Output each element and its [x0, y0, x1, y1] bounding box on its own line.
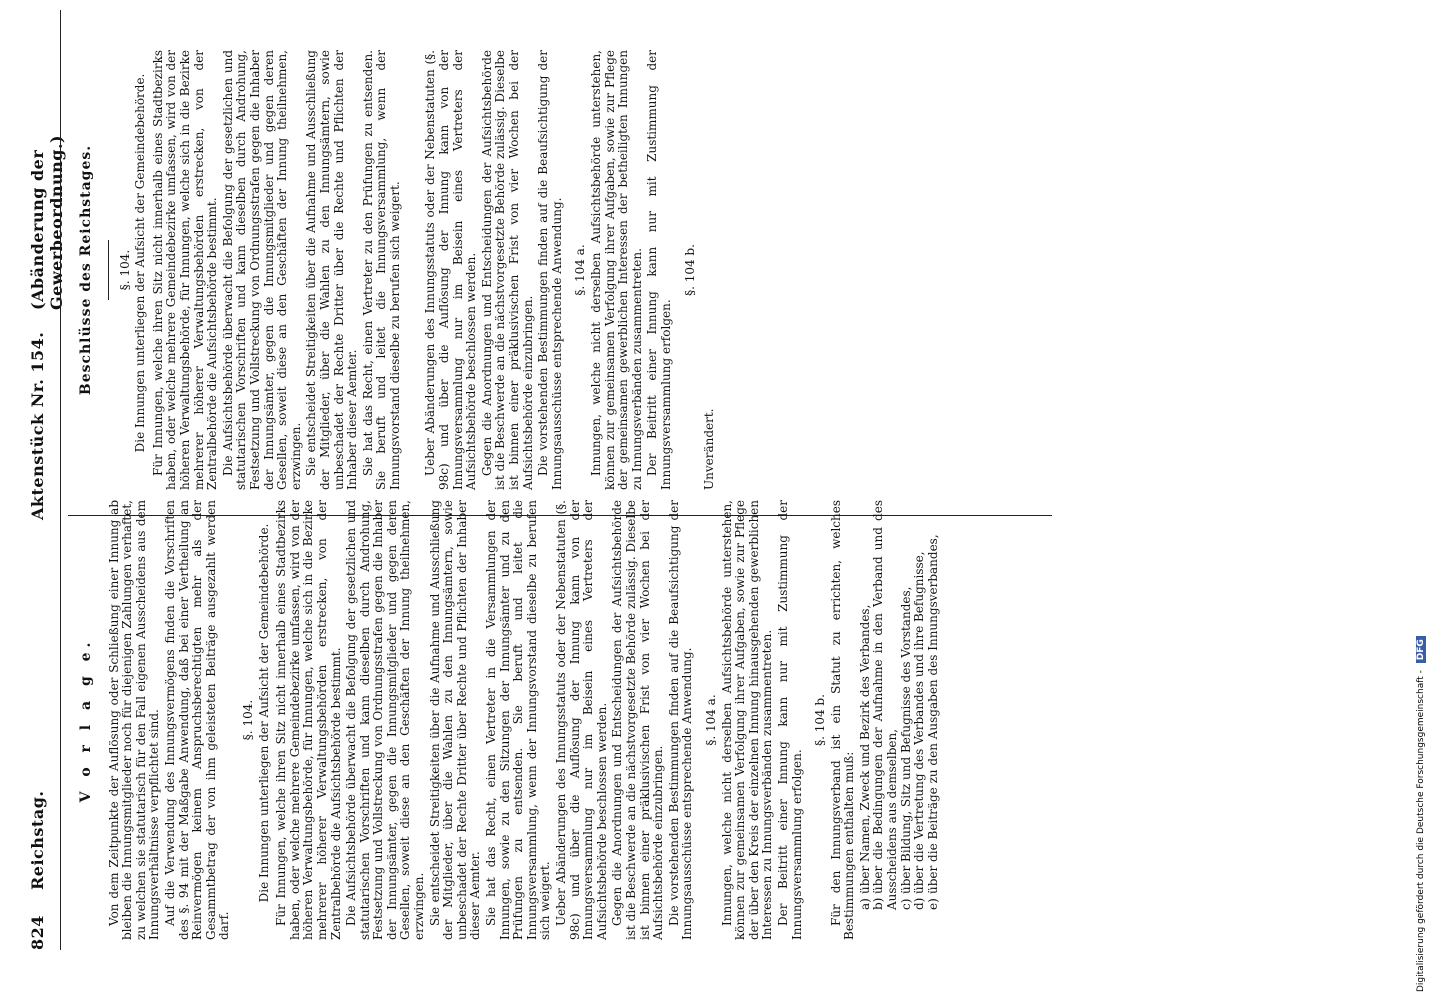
right-heading: Beschlüsse des Reichstages.: [78, 144, 94, 396]
header-rule: [60, 10, 61, 950]
right-sec104a-title: §. 104 a.: [573, 244, 588, 296]
page-number: 824: [28, 915, 47, 950]
right-sec104-paragraph: Für Innungen, welche ihren Sitz nicht innerhalb eines Stadtbezirks haben, oder welche mehrere Gemeindebezirke umfassen, wird von der höheren Verwaltungsbehörde, für Innungen, welche sich in die Bezirke mehrerer höherer Verwaltungsbehörden erstrecken, von der Zentralbehörde die Aufsichtsbehörde bestimmt.: [150, 50, 220, 490]
left-sec104a-title: §. 104 a.: [703, 694, 718, 746]
list-item-label: d): [912, 897, 927, 910]
list-item-text: über Bildung, Sitz und Befugnisse des Vorstandes,: [898, 586, 913, 894]
right-column-beschluesse: [68, 50, 1372, 490]
right-sec104-title: §. 104.: [117, 249, 132, 291]
running-head: [28, 30, 66, 950]
left-heading: V o r l a g e.: [78, 637, 94, 803]
header-right-title: (Abänderung der Gewerbeordnung.): [28, 134, 66, 310]
left-sec104-paragraph: Die vorstehenden Bestimmungen finden auf die Beaufsichtigung der Innungsausschüsse entsprechende Anwendung.: [666, 500, 695, 940]
right-sec104-paragraph: Die Aufsichtsbehörde überwacht die Befolgung der gesetzlichen und statutarischen Vorschriften und kann dieselben durch Androhung, Festsetzung und Vollstreckung von Ordnungsstrafen gegen die Inhaber der Innungsämter, gegen die Innungsmitglieder und gegen deren Gesellen, soweit diese an den Geschäften der Innung theilnehmen, erzwingen.: [220, 50, 303, 490]
left-sec104a-paragraph: Innungen, welche nicht derselben Aufsichtsbehörde unterstehen, können zur gemeinsamen Verfolgung ihrer Aufgaben, sowie zur Pflege der über den Kreis der einzelnen Innung hinausgehenden gewerblichen Interessen zu Innungsverbänden zusammentreten.: [719, 500, 775, 940]
left-intro-paragraph: Auf die Verwendung des Innungsvermögens finden die Vorschriften des §. 94 mit der Maßgabe Anwendung, daß bei einer Vertheilung an Reinvermögen keinem Anspruchsberechtigten mehr als der Gesammtbetrag der von ihm geleisteten Beiträge ausgezahlt werden darf.: [162, 500, 232, 940]
header-left-title: Reichstag.: [28, 790, 47, 890]
left-sec104b-intro: Für den Innungsverband ist ein Statut zu errichten, welches Bestimmungen enthalten muß:: [828, 500, 857, 940]
right-sec104-paragraph: Sie hat das Recht, einen Vertreter zu den Prüfungen zu entsenden. Sie beruft und leitet die Innungsversammlung, wenn der Innungsvorstand dieselbe zu berufen sich weigert.: [360, 50, 402, 490]
right-sec104a-paragraph: Der Beitritt einer Innung kann nur mit Zustimmung der Innungsversammlung erfolgen.: [645, 50, 673, 490]
heading-rule: [108, 240, 109, 300]
digitization-note: [1416, 2, 1432, 992]
list-item-label: c): [898, 898, 913, 910]
list-item: [900, 500, 914, 910]
list-item: [913, 500, 927, 910]
left-sec104-paragraph: Sie hat das Recht, einen Vertreter in die Versammlungen der Innungen, sowie zu den Sitzungen der Innungsämter und zu den Prüfungen zu entsenden. Sie beruft und leitet die Innungsversammlung, wenn der Innungsvorstand dieselbe zu berufen sich weigert.: [484, 500, 553, 940]
dfg-logo: DFG: [1416, 636, 1426, 663]
left-sec104b-title: §. 104 b.: [813, 694, 828, 746]
left-sec104-subtitle: Die Innungen unterliegen der Aufsicht der Gemeindebehörde.: [256, 523, 271, 903]
digitization-note-text: Digitalisierung gefördert durch die Deutsche Forschungsgemeinschaft -: [1416, 670, 1426, 992]
right-sec104-paragraph: Sie entscheidet Streitigkeiten über die Aufnahme und Ausschließung der Mitglieder, über die Wahlen zu den Innungsämtern, sowie unbeschadet der Rechte Dritter über die Rechte und Pflichten der Inhaber dieser Aemter.: [304, 50, 360, 490]
left-sec104-title: §. 104.: [240, 699, 255, 741]
left-intro-paragraph: Von dem Zeitpunkte der Auflösung oder Schließung einer Innung ab bleiben die Innungsmitglieder noch für diejenigen Zahlungen verhaftet, zu welchen sie statutarisch für den Fall eigenen Ausscheidens aus dem Innungsverhältnisse verpflichtet sind.: [106, 500, 162, 940]
right-sec104-paragraph: Ueber Abänderungen des Innungsstatuts oder der Nebenstatuten (§. 98c) und über die Auflösung der Innung kann von der Innungsversammlung nur im Beisein eines Vertreters der Aufsichtsbehörde beschlossen werden.: [423, 50, 479, 490]
list-item: [872, 500, 899, 910]
list-item-text: über die Bedingungen der Aufnahme in den Verband und des Ausscheidens aus demselben,: [871, 500, 900, 910]
list-item: [927, 500, 941, 910]
left-sec104-paragraph: Gegen die Anordnungen und Entscheidungen der Aufsichtsbehörde ist die Beschwerde an die nächstvorgesetzte Behörde zulässig. Dieselbe ist binnen einer präklusivischen Frist von vier Wochen bei der Aufsichtsbehörde einzubringen.: [610, 500, 666, 940]
left-sec104-paragraph: Für Innungen, welche ihren Sitz nicht innerhalb eines Stadtbezirks haben, oder welche mehrere Gemeindebezirke umfassen, wird von der höheren Verwaltungsbehörde, für Innungen, welche sich in die Bezirke mehrerer höherer Verwaltungsbehörden erstrecken, von der Zentralbehörde die Aufsichtsbehörde bestimmt.: [274, 500, 343, 940]
left-sec104-paragraph: Sie entscheidet Streitigkeiten über die Aufnahme und Ausschließung der Mitglieder, über die Wahlen zu den Innungsämtern, sowie unbeschadet der Rechte Dritter über Rechte und Pflichten der Inhaber dieser Aemter.: [427, 500, 483, 940]
list-item-text: über Namen, Zweck und Bezirk des Verbandes,: [857, 604, 872, 894]
header-center-title: Aktenstück Nr. 154.: [28, 331, 47, 520]
list-item-label: b): [871, 897, 886, 910]
right-sec104-paragraph: Die vorstehenden Bestimmungen finden auf die Beaufsichtigung der Innungsausschüsse entsprechende Anwendung.: [536, 50, 564, 490]
list-item-label: e): [925, 898, 940, 910]
left-sec104a-paragraph: Der Beitritt einer Innung kann nur mit Zustimmung der Innungsversammlung erfolgen.: [775, 500, 804, 940]
right-sec104-subtitle: Die Innungen unterliegen der Aufsicht der Gemeindebehörde.: [133, 73, 148, 453]
left-sec104b-list: [859, 500, 941, 940]
right-sec104b-text: Unverändert.: [702, 408, 717, 490]
right-sec104b-title: §. 104 b.: [682, 244, 697, 296]
list-item-text: über die Vertretung des Verbandes und ihre Befugnisse,: [912, 551, 927, 894]
list-item: [859, 500, 873, 910]
right-sec104a-paragraph: Innungen, welche nicht derselben Aufsichtsbehörde unterstehen, können zur gemeinsamen Verfolgung ihrer Aufgaben, sowie zur Pflege der gemeinsamen gewerblichen Interessen der betheiligten Innungen zu Innungsverbänden zusammentreten.: [589, 50, 644, 490]
right-sec104-paragraph: Gegen die Anordnungen und Entscheidungen der Aufsichtsbehörde ist die Beschwerde an die nächstvorgesetzte Behörde zulässig. Dieselbe ist binnen einer präklusivischen Frist von vier Wochen bei der Aufsichtsbehörde einzubringen.: [479, 50, 535, 490]
left-column-vorlage: [68, 500, 1372, 940]
left-sec104-paragraph: Ueber Abänderungen des Innungsstatuts oder der Nebenstatuten (§. 98c) und über die Auflösung der Innung kann von der Innungsversammlung nur im Beisein eines Vertreters der Aufsichtsbehörde beschlossen werden.: [554, 500, 609, 940]
left-sec104-paragraph: Die Aufsichtsbehörde überwacht die Befolgung der gesetzlichen und statutarischen Vorschriften und kann dieselben durch Androhung, Festsetzung und Vollstreckung von Ordnungsstrafen gegen die Inhaber der Innungsämter, gegen die Innungsmitglieder und gegen deren Gesellen, soweit diese an den Geschäften der Innung theilnehmen, erzwingen.: [344, 500, 427, 940]
list-item-text: über die Beiträge zu den Ausgaben des Innungsverbandes,: [925, 534, 940, 894]
list-item-label: a): [857, 898, 872, 910]
